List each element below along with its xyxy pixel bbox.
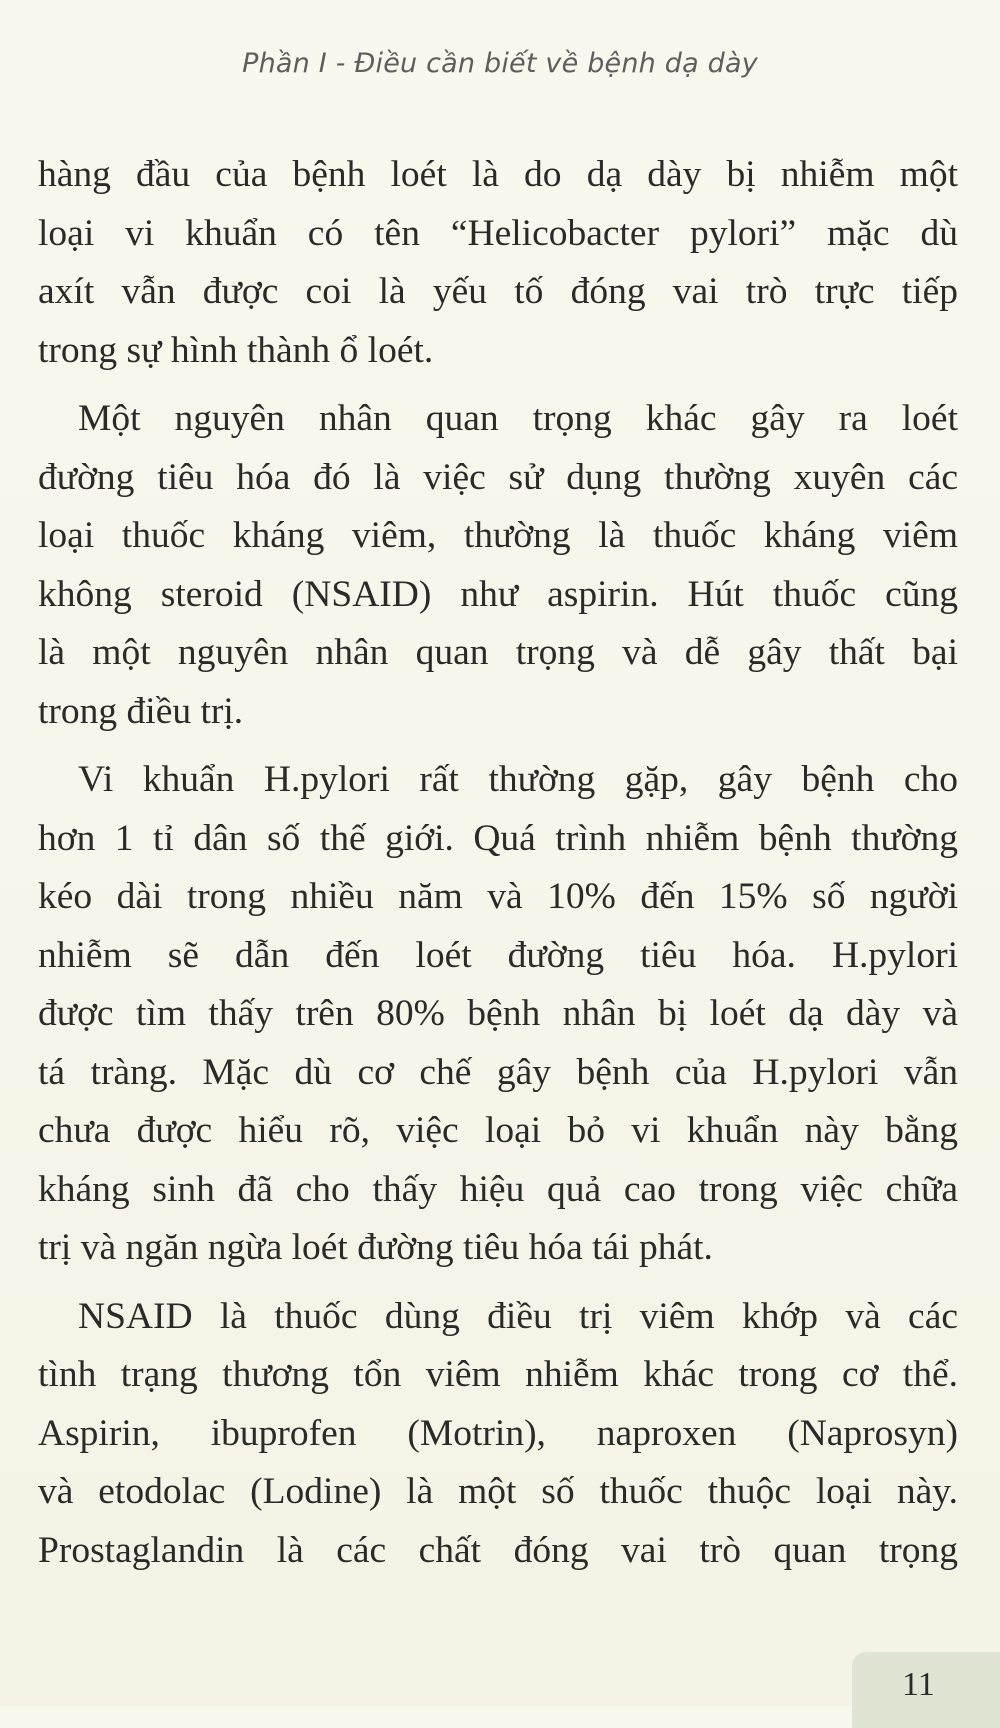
text-line: Aspirin, ibuprofen (Motrin), naproxen (Naprosyn)	[38, 1412, 958, 1454]
page-number: 11	[902, 1666, 935, 1703]
text-line: trị và ngăn ngừa loét đường tiêu hóa tái phát.	[38, 1227, 713, 1268]
text-line: tình trạng thương tổn viêm nhiễm khác trong cơ thể.	[38, 1354, 958, 1395]
text-line: nhiễm sẽ dẫn đến loét đường tiêu hóa. H.pylori	[38, 934, 958, 976]
text-line: NSAID là thuốc dùng điều trị viêm khớp và các	[78, 1295, 958, 1337]
text-line: không steroid (NSAID) như aspirin. Hút thuốc cũng	[38, 573, 958, 615]
text-line: trong sự hình thành ổ loét.	[38, 329, 434, 371]
text-line: Prostaglandin là các chất đóng vai trò quan trọng	[38, 1529, 958, 1571]
paragraph	[38, 1288, 958, 1581]
text-line: hơn 1 tỉ dân số thế giới. Quá trình nhiễm bệnh thường	[38, 817, 958, 859]
text-line: kháng sinh đã cho thấy hiệu quả cao trong việc chữa	[38, 1168, 958, 1210]
paragraph	[38, 390, 958, 741]
text-line: Vi khuẩn H.pylori rất thường gặp, gây bệnh cho	[78, 759, 958, 800]
text-line: Một nguyên nhân quan trọng khác gây ra loét	[78, 398, 958, 439]
text-line: hàng đầu của bệnh loét là do dạ dày bị nhiễm một	[38, 154, 958, 195]
text-line: loại vi khuẩn có tên “Helicobacter pylori” mặc dù	[38, 212, 958, 254]
running-header: Phần I - Điều cần biết về bệnh dạ dày	[242, 48, 758, 79]
text-line: được tìm thấy trên 80% bệnh nhân bị loét dạ dày và	[38, 993, 958, 1034]
text-line: và etodolac (Lodine) là một số thuốc thuộc loại này.	[38, 1471, 958, 1512]
paragraph	[38, 146, 958, 380]
text-line: trong điều trị.	[38, 690, 244, 732]
text-line: axít vẫn được coi là yếu tố đóng vai trò trực tiếp	[38, 271, 958, 312]
text-line: tá tràng. Mặc dù cơ chế gây bệnh của H.pylori vẫn	[38, 1051, 958, 1093]
text-line: là một nguyên nhân quan trọng và dễ gây thất bại	[38, 632, 958, 673]
text-line: chưa được hiểu rõ, việc loại bỏ vi khuẩn này bằng	[38, 1110, 958, 1151]
text-line: loại thuốc kháng viêm, thường là thuốc kháng viêm	[38, 515, 958, 556]
text-line: kéo dài trong nhiều năm và 10% đến 15% số người	[38, 876, 958, 917]
body-text	[38, 146, 958, 1590]
text-line: đường tiêu hóa đó là việc sử dụng thường xuyên các	[38, 456, 958, 498]
paragraph	[38, 751, 958, 1278]
